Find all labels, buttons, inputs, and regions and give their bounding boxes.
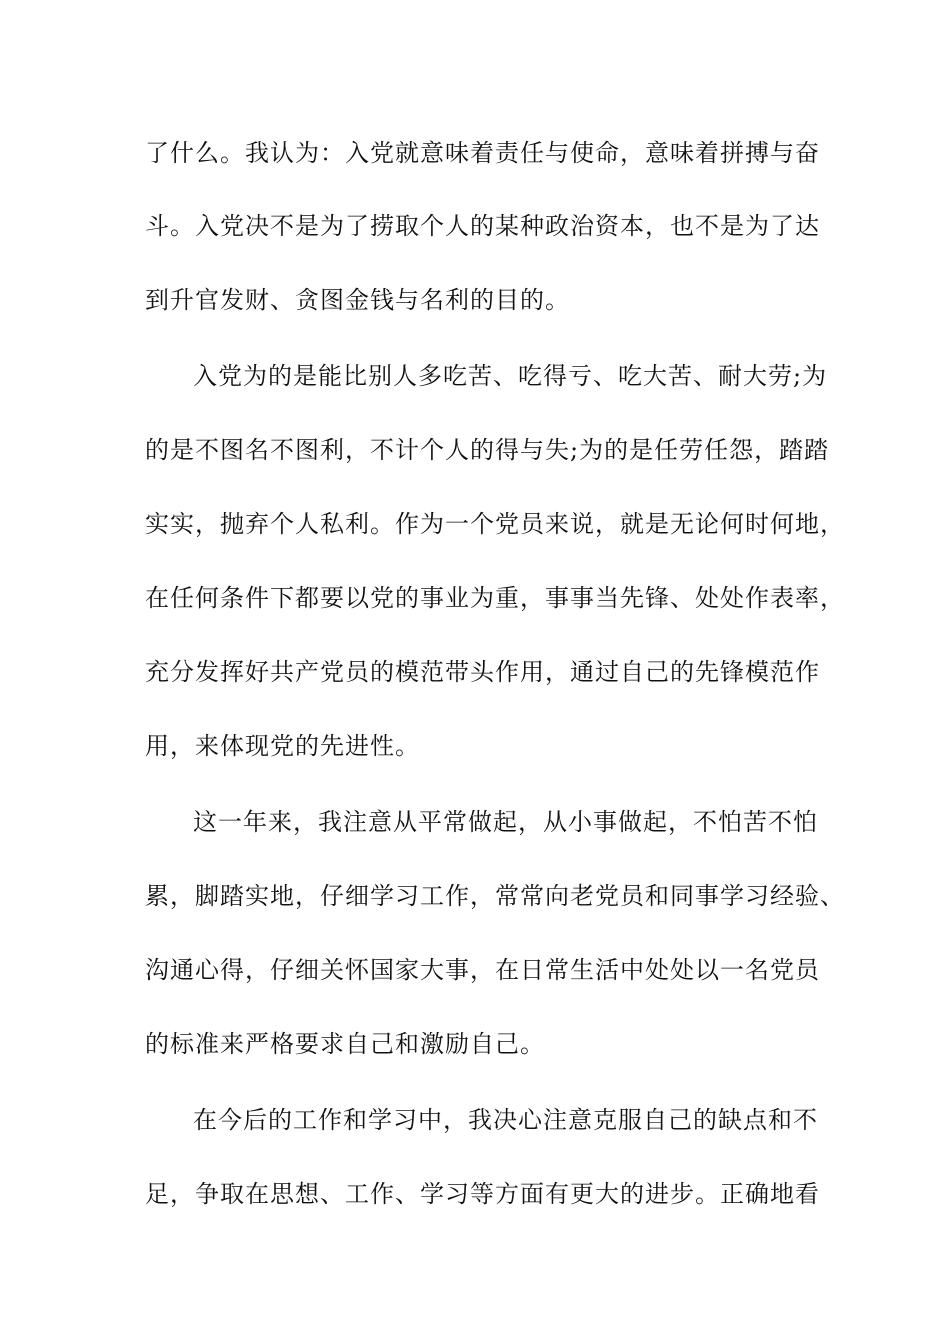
text-line: 用，来体现党的先进性。 [145, 732, 420, 760]
text-line: 沟通心得，仔细关怀国家大事，在日常生活中处处以一名党员 [145, 956, 820, 984]
text-line: 的标准来严格要求自己和激励自己。 [145, 1030, 545, 1058]
text-line: 在任何条件下都要以党的事业为重，事事当先锋、处处作表率， [145, 584, 845, 612]
paragraph-first-line: 入党为的是能比别人多吃苦、吃得亏、吃大苦、耐大劳;为 [193, 362, 828, 390]
text-line: 足，争取在思想、工作、学习等方面有更大的进步。正确地看 [145, 1180, 820, 1208]
paragraph-first-line: 这一年来，我注意从平常做起，从小事做起，不怕苦不怕 [193, 808, 818, 836]
text-line: 累，脚踏实地，仔细学习工作，常常向老党员和同事学习经验、 [145, 882, 845, 910]
text-line: 实实，抛弃个人私利。作为一个党员来说，就是无论何时何地， [145, 510, 845, 538]
paragraph-first-line: 在今后的工作和学习中，我决心注意克服自己的缺点和不 [193, 1106, 818, 1134]
text-line: 斗。入党决不是为了捞取个人的某种政治资本，也不是为了达 [145, 212, 820, 240]
text-line: 了什么。我认为：入党就意味着责任与使命，意味着拼搏与奋 [145, 139, 820, 167]
text-line: 的是不图名不图利，不计个人的得与失;为的是任劳任怨，踏踏 [145, 436, 830, 464]
text-line: 到升官发财、贪图金钱与名利的目的。 [145, 286, 570, 314]
text-line: 充分发挥好共产党员的模范带头作用，通过自己的先锋模范作 [145, 658, 820, 686]
